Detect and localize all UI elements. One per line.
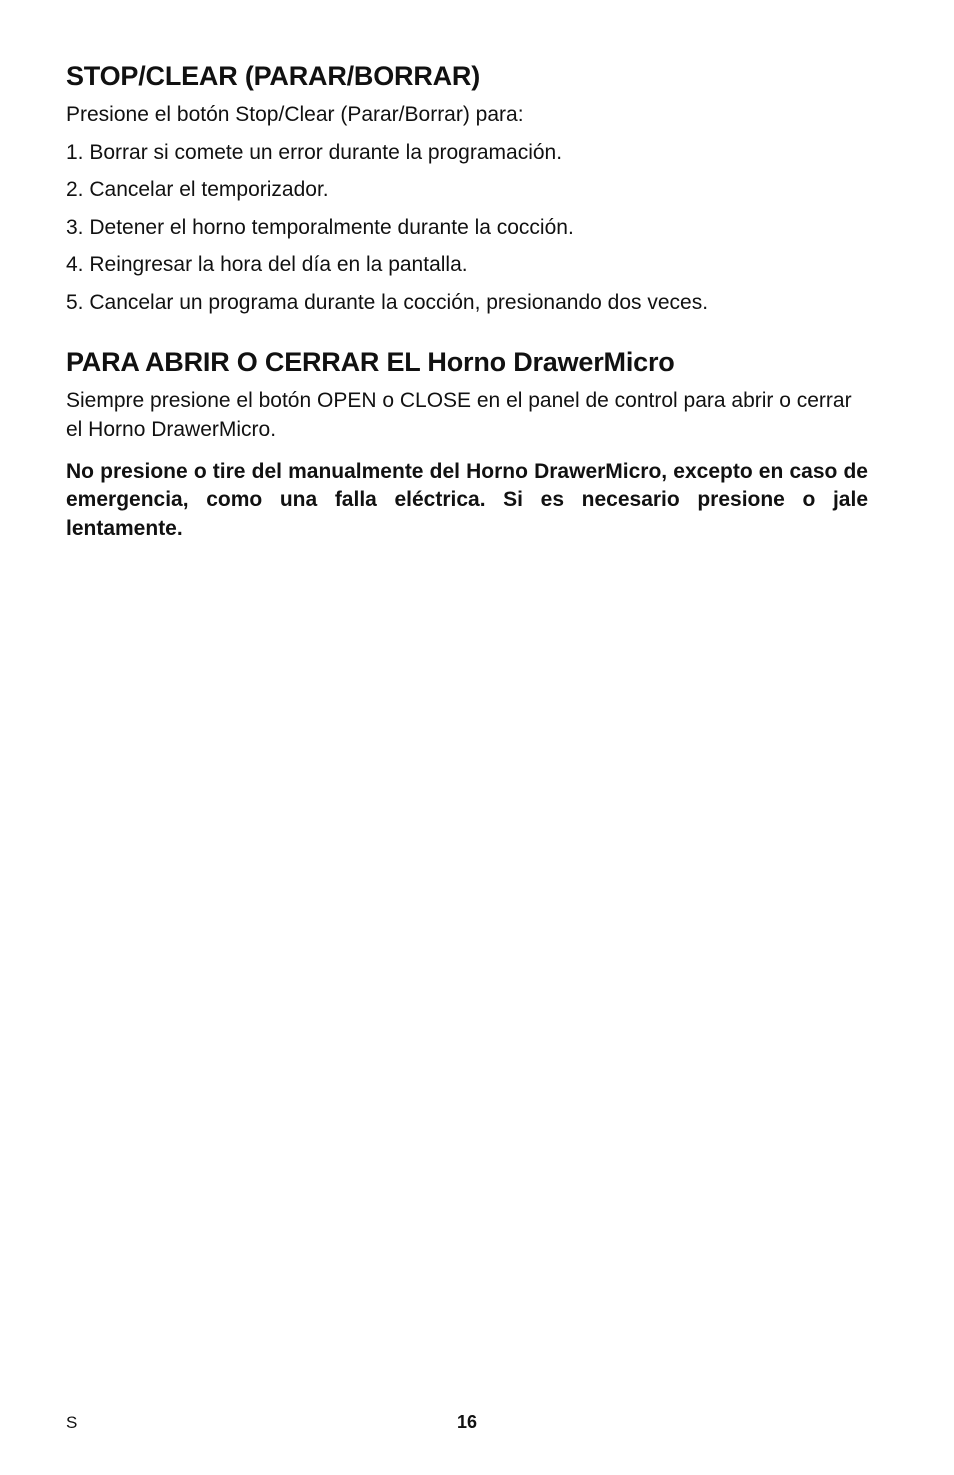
open-close-heading: PARA ABRIR O CERRAR EL Horno DrawerMicro <box>66 346 675 377</box>
list-item: 3. Detener el horno temporalmente durante la cocción. <box>66 215 574 239</box>
open-close-warning: No presione o tire del manualmente del Horno DrawerMicro, excepto en caso de emergencia, como una falla eléctrica. Si es necesario presione o jale lentamente. <box>66 459 868 540</box>
stop-clear-intro: Presione el botón Stop/Clear (Parar/Borrar) para: <box>66 103 524 126</box>
list-item: 2. Cancelar el temporizador. <box>66 178 329 201</box>
open-close-body: Siempre presione el botón OPEN o CLOSE en el panel de control para abrir o cerrar el Horno DrawerMicro. <box>66 388 852 441</box>
page-number: 16 <box>456 1412 478 1432</box>
list-item: 4. Reingresar la hora del día en la pantalla. <box>66 253 468 276</box>
open-close-section <box>66 344 868 544</box>
footer-language-code: S <box>66 1413 78 1432</box>
list-item: 1. Borrar si comete un error durante la programación. <box>66 140 563 164</box>
list-item: 5. Cancelar un programa durante la cocción, presionando dos veces. <box>66 290 709 314</box>
page-content <box>66 58 868 543</box>
stop-clear-heading: STOP/CLEAR (PARAR/BORRAR) <box>66 61 481 91</box>
stop-clear-section <box>66 58 868 318</box>
stop-clear-steps <box>66 138 868 318</box>
